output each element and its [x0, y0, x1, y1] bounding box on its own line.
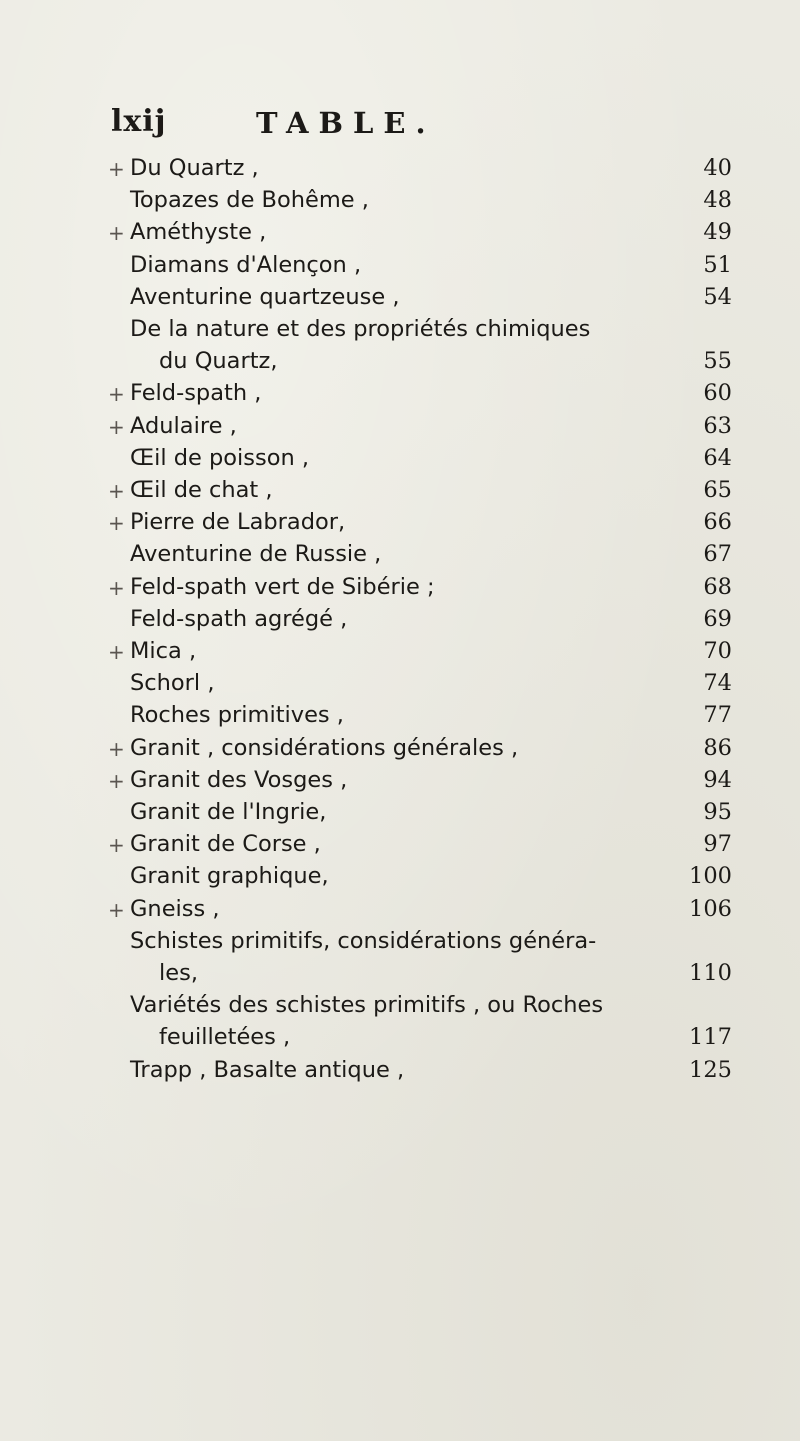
page-header [111, 104, 671, 144]
toc-entry [130, 445, 732, 481]
toc-entry-title: Aventurine de Russie , [130, 541, 382, 568]
toc-entry-page-number: 55 [703, 348, 732, 375]
toc-entry [130, 960, 732, 996]
toc-entry-page-number: 77 [703, 702, 732, 729]
toc-entry [108, 155, 732, 191]
toc-entry [108, 734, 732, 771]
page-folio: lxij [111, 104, 167, 139]
toc-entry-title: Œil de chat , [130, 477, 273, 503]
toc-entry-page-number: 100 [689, 863, 732, 890]
toc-entry-page-number: 40 [703, 155, 732, 181]
toc-entry [108, 766, 732, 803]
toc-entry [108, 895, 732, 932]
toc-entry [130, 928, 752, 964]
toc-entry [130, 992, 752, 1028]
toc-entry-title: De la nature et des propriétés chimiques [130, 316, 591, 342]
toc-entry-page-number: 117 [689, 1024, 732, 1051]
toc-entry-page-number: 51 [703, 251, 732, 278]
toc-entry [130, 863, 732, 899]
toc-entry-page-number: 125 [689, 1056, 732, 1083]
toc-entry-title: Trapp , Basalte antique , [130, 1056, 405, 1083]
toc-entry [130, 606, 732, 642]
toc-entry-page-number: 67 [703, 541, 732, 568]
toc-entry-page-number: 86 [703, 734, 732, 761]
toc-entry-page-number: 97 [703, 831, 732, 858]
toc-entry-title: du Quartz, [159, 348, 278, 375]
toc-entry [108, 380, 732, 416]
toc-entry-title: Granit graphique, [130, 863, 329, 890]
toc-entry-title: Roches primitives , [130, 702, 344, 729]
toc-entry-page-number: 65 [703, 477, 732, 503]
handwritten-cross-mark-icon: + [108, 221, 125, 246]
toc-entry-title: Adulaire , [130, 412, 237, 439]
toc-entry [130, 252, 732, 288]
toc-entry [130, 1057, 732, 1093]
handwritten-cross-mark-icon: + [108, 640, 125, 664]
toc-entry-page-number: 63 [703, 412, 732, 439]
toc-entry-title: Granit , considérations générales , [130, 734, 519, 761]
toc-entry-title: Mica , [130, 638, 197, 664]
toc-entry [108, 638, 732, 674]
toc-entry-title: Gneiss , [130, 895, 220, 922]
toc-entry-page-number: 49 [703, 219, 732, 246]
toc-entry [130, 670, 732, 706]
toc-entry-title: Granit de l'Ingrie, [130, 799, 327, 825]
toc-entry [130, 316, 752, 352]
toc-entry-title: Variétés des schistes primitifs , ou Roches [130, 992, 604, 1019]
toc-entry-page-number: 74 [703, 670, 732, 697]
toc-entry-title: Du Quartz , [130, 155, 259, 181]
handwritten-cross-mark-icon: + [108, 382, 125, 407]
toc-entry-page-number: 69 [703, 605, 732, 632]
toc-entry-page-number: 54 [703, 283, 732, 310]
running-title: TABLE. [256, 106, 436, 140]
toc-entry-title: Feld-spath , [130, 380, 262, 407]
toc-entry-title: Granit des Vosges , [130, 766, 348, 793]
toc-entry-title: Pierre de Labrador, [130, 509, 346, 536]
toc-entry-title: Schistes primitifs, considérations généra- [130, 927, 597, 954]
toc-entry-page-number: 48 [703, 187, 732, 214]
toc-entry-title: Aventurine quartzeuse , [130, 283, 400, 310]
handwritten-cross-mark-icon: + [108, 511, 125, 536]
toc-entry-page-number: 94 [703, 766, 732, 793]
toc-entry [108, 573, 732, 610]
toc-entry-page-number: 95 [703, 799, 732, 825]
handwritten-cross-mark-icon: + [108, 768, 125, 793]
handwritten-cross-mark-icon: + [108, 833, 125, 858]
toc-entry [108, 219, 732, 255]
handwritten-cross-mark-icon: + [108, 736, 125, 761]
toc-entry-title: Topazes de Bohême , [130, 187, 369, 214]
toc-entry [130, 799, 732, 835]
toc-entry-page-number: 70 [703, 638, 732, 664]
handwritten-cross-mark-icon: + [108, 575, 125, 600]
handwritten-cross-mark-icon: + [108, 897, 125, 922]
handwritten-cross-mark-icon: + [108, 157, 125, 181]
toc-entry [130, 1024, 732, 1060]
toc-entry-page-number: 66 [703, 509, 732, 536]
toc-entry-page-number: 64 [703, 444, 732, 471]
handwritten-cross-mark-icon: + [108, 479, 125, 503]
toc-entry-page-number: 110 [689, 960, 732, 986]
toc-entry [108, 477, 732, 513]
toc-entry [108, 831, 732, 867]
toc-entry [108, 412, 732, 449]
toc-entry-title: Granit de Corse , [130, 831, 321, 858]
toc-entry [130, 187, 732, 223]
toc-entry-title: Diamans d'Alençon , [130, 251, 362, 278]
toc-entry-title: Feld-spath vert de Sibérie ; [130, 573, 435, 600]
toc-entry-page-number: 106 [689, 895, 732, 922]
toc-entry-title: Améthyste , [130, 219, 267, 246]
handwritten-cross-mark-icon: + [108, 414, 125, 439]
toc-entry-title: Schorl , [130, 670, 215, 697]
toc-entry-page-number: 60 [703, 380, 732, 407]
toc-entry-title: Œil de poisson , [130, 444, 310, 471]
toc-entry-page-number: 68 [703, 573, 732, 600]
toc-entry [130, 284, 732, 320]
toc-entry-title: feuilletées , [159, 1024, 291, 1051]
toc-entry-title: Feld-spath agrégé , [130, 605, 348, 632]
toc-entry [130, 348, 732, 384]
toc-entry [130, 702, 732, 738]
toc-entry-title: les, [159, 960, 198, 986]
toc-entry [130, 541, 732, 577]
toc-entry [108, 509, 732, 545]
